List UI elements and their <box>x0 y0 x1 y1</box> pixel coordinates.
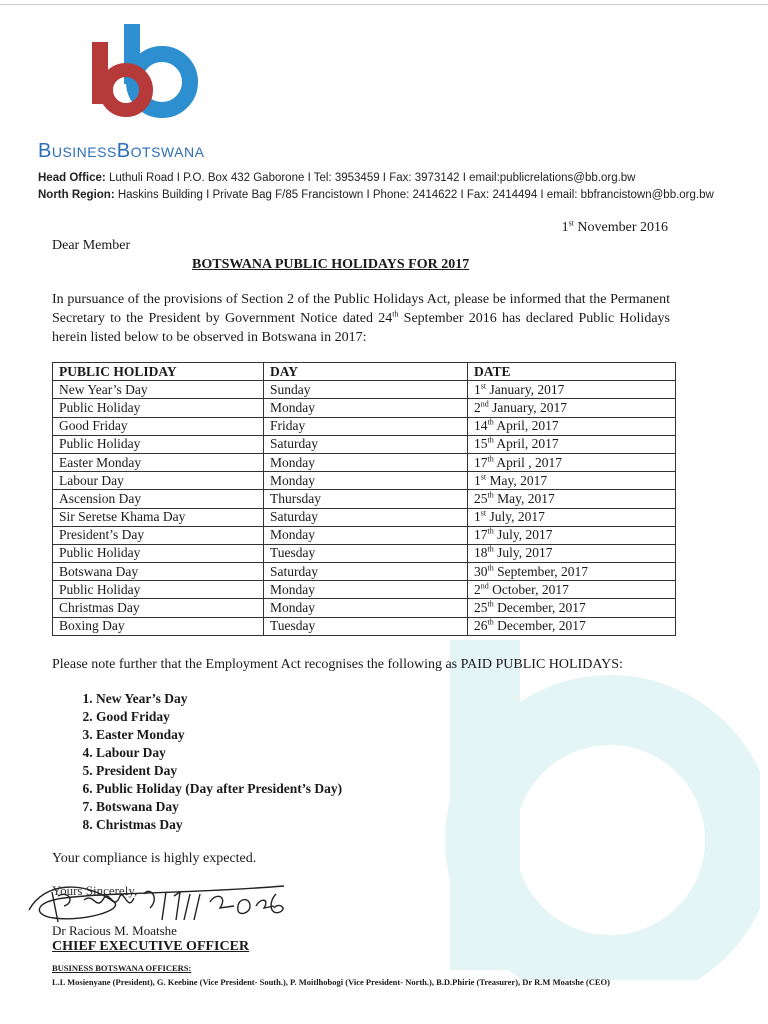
date-rest: April , 2017 <box>493 454 562 470</box>
date-rest: January, 2017 <box>488 399 567 415</box>
date-num: 1 <box>474 381 481 397</box>
holiday-day: Monday <box>264 599 468 617</box>
table-row <box>53 490 676 508</box>
holiday-name: Public Holiday <box>53 581 264 599</box>
holiday-name: President’s Day <box>53 526 264 544</box>
paid-holidays-note: Please note further that the Employment Act recognises the following as PAID PUBLIC HOLIDAYS: <box>52 657 623 672</box>
date-sup: th <box>487 617 494 627</box>
date-num: 14 <box>474 418 488 434</box>
date-rest: October, 2017 <box>488 581 569 597</box>
holiday-date <box>468 563 676 581</box>
list-item: 2. Good Friday <box>96 708 342 726</box>
date-sup: th <box>487 417 494 427</box>
header-public-holiday: PUBLIC HOLIDAY <box>53 363 264 381</box>
date-rest: December, 2017 <box>493 618 586 634</box>
signer-name: Dr Racious M. Moatshe <box>52 923 177 938</box>
date-sup: th <box>487 563 494 573</box>
head-office-details: Luthuli Road I P.O. Box 432 Gaborone I Tel: 3953459 I Fax: 3973142 I email:publicrelations@bb.org.bw <box>108 172 636 184</box>
date-sup: st <box>480 381 487 391</box>
date-num: 1 <box>474 509 481 525</box>
holiday-day: Tuesday <box>264 617 468 635</box>
holidays-table <box>52 362 676 636</box>
holiday-name: Labour Day <box>53 472 264 490</box>
table-row <box>53 599 676 617</box>
date-rest: December, 2017 <box>493 600 586 616</box>
holiday-name: Public Holiday <box>53 544 264 562</box>
list-item: 8. Christmas Day <box>96 816 342 834</box>
signer-title: CHIEF EXECUTIVE OFFICER <box>52 939 250 954</box>
intro-text-2: September 2016 has declared Public Holidays herein listed below to be observed in Botswana in 2017: <box>52 311 670 345</box>
header-day: DAY <box>264 363 468 381</box>
holidays-table-body <box>53 381 676 636</box>
holiday-day: Monday <box>264 581 468 599</box>
table-row <box>53 435 676 453</box>
holiday-name: Ascension Day <box>53 490 264 508</box>
date-num: 25 <box>474 490 488 506</box>
north-region-line <box>38 189 714 201</box>
table-row <box>53 381 676 399</box>
date-rest: July, 2017 <box>493 545 553 561</box>
date-sup: th <box>487 526 494 536</box>
holiday-date <box>468 381 676 399</box>
holiday-date <box>468 617 676 635</box>
paid-holidays-list <box>52 690 342 834</box>
business-botswana-logo <box>92 24 202 120</box>
date-sup: st <box>480 508 487 518</box>
date-num: 30 <box>474 563 488 579</box>
holiday-name: Boxing Day <box>53 617 264 635</box>
holiday-day: Saturday <box>264 508 468 526</box>
date-rest: April, 2017 <box>493 418 559 434</box>
table-row <box>53 581 676 599</box>
date-sup: nd <box>480 581 489 591</box>
date-day: 1 <box>561 220 569 235</box>
holiday-date <box>468 417 676 435</box>
date-num: 17 <box>474 454 488 470</box>
holiday-name: Botswana Day <box>53 563 264 581</box>
date-num: 25 <box>474 600 488 616</box>
holiday-date <box>468 490 676 508</box>
table-row <box>53 544 676 562</box>
holiday-day: Monday <box>264 472 468 490</box>
date-sup: th <box>487 544 494 554</box>
holiday-day: Monday <box>264 399 468 417</box>
date-num: 2 <box>474 399 481 415</box>
date-num: 18 <box>474 545 488 561</box>
signoff: Yours Sincerely, <box>52 883 138 898</box>
holiday-name: New Year’s Day <box>53 381 264 399</box>
date-sup: nd <box>480 399 489 409</box>
date-rest: July, 2017 <box>486 509 545 525</box>
header-date: DATE <box>468 363 676 381</box>
holiday-day: Monday <box>264 526 468 544</box>
letter-title: BOTSWANA PUBLIC HOLIDAYS FOR 2017 <box>192 257 470 272</box>
date-rest: July, 2017 <box>493 527 553 543</box>
date-num: 2 <box>474 581 481 597</box>
holiday-day: Thursday <box>264 490 468 508</box>
holiday-name: Easter Monday <box>53 453 264 471</box>
table-header-row <box>53 363 676 381</box>
list-item: 1. New Year’s Day <box>96 690 342 708</box>
table-row <box>53 453 676 471</box>
list-item: 5. President Day <box>96 762 342 780</box>
holiday-day: Sunday <box>264 381 468 399</box>
holiday-day: Saturday <box>264 435 468 453</box>
date-rest: January, 2017 <box>486 381 565 397</box>
compliance-line: Your compliance is highly expected. <box>52 851 257 866</box>
head-office-line <box>38 172 635 184</box>
table-row <box>53 526 676 544</box>
date-sup: th <box>487 454 494 464</box>
date-num: 17 <box>474 527 488 543</box>
holiday-date <box>468 544 676 562</box>
holiday-name: Sir Seretse Khama Day <box>53 508 264 526</box>
holiday-date <box>468 599 676 617</box>
list-item: 6. Public Holiday (Day after President’s Day) <box>96 780 342 798</box>
head-office-label: Head Office: <box>38 172 106 184</box>
table-row <box>53 508 676 526</box>
holiday-date <box>468 453 676 471</box>
table-row <box>53 417 676 435</box>
holiday-name: Public Holiday <box>53 435 264 453</box>
officers-list: L.L Mosienyane (President), G. Keebine (Vice President- South.), P. Moitlhobogi (Vice President- North.), B.D.Phirie (Treasurer), Dr R.M Moatshe (CEO) <box>52 977 610 987</box>
date-rest: May, 2017 <box>493 490 555 506</box>
holiday-day: Friday <box>264 417 468 435</box>
holiday-name: Public Holiday <box>53 399 264 417</box>
holiday-name: Christmas Day <box>53 599 264 617</box>
table-row <box>53 617 676 635</box>
table-row <box>53 472 676 490</box>
date-rest: November 2016 <box>573 220 668 235</box>
intro-sup: th <box>392 309 399 319</box>
holiday-day: Monday <box>264 453 468 471</box>
watermark-logo <box>420 640 760 980</box>
date-num: 15 <box>474 436 488 452</box>
holiday-date <box>468 526 676 544</box>
list-item: 4. Labour Day <box>96 744 342 762</box>
top-rule <box>0 4 768 5</box>
date-rest: April, 2017 <box>493 436 559 452</box>
holiday-date <box>468 508 676 526</box>
holiday-date <box>468 435 676 453</box>
holiday-date <box>468 399 676 417</box>
date-sup: th <box>487 435 494 445</box>
table-row <box>53 399 676 417</box>
date-suffix: st <box>568 218 574 228</box>
officers-heading: BUSINESS BOTSWANA OFFICERS: <box>52 963 192 973</box>
intro-text-1: In pursuance of the provisions of Section 2 of the Public Holidays Act, please be informed that the Permanent Secretary to the President by Government Notice dated 24 <box>52 292 670 326</box>
list-item: 7. Botswana Day <box>96 798 342 816</box>
date-num: 1 <box>474 472 481 488</box>
holiday-date <box>468 581 676 599</box>
north-region-details: Haskins Building I Private Bag F/85 Francistown I Phone: 2414622 I Fax: 2414494 I email: bbfrancistown@bb.org.bw <box>117 189 714 201</box>
holiday-name: Good Friday <box>53 417 264 435</box>
brand-name: BusinessBotswana <box>38 140 205 162</box>
date-rest: May, 2017 <box>486 472 548 488</box>
table-row <box>53 563 676 581</box>
date-num: 26 <box>474 618 488 634</box>
list-item: 3. Easter Monday <box>96 726 342 744</box>
holiday-date <box>468 472 676 490</box>
letter-date <box>562 220 668 236</box>
salutation: Dear Member <box>52 238 131 253</box>
north-region-label: North Region: <box>38 189 115 201</box>
intro-paragraph <box>52 290 670 347</box>
holiday-day: Saturday <box>264 563 468 581</box>
date-sup: th <box>487 490 494 500</box>
holiday-day: Tuesday <box>264 544 468 562</box>
date-sup: th <box>487 599 494 609</box>
date-sup: st <box>480 472 487 482</box>
date-rest: September, 2017 <box>493 563 589 579</box>
